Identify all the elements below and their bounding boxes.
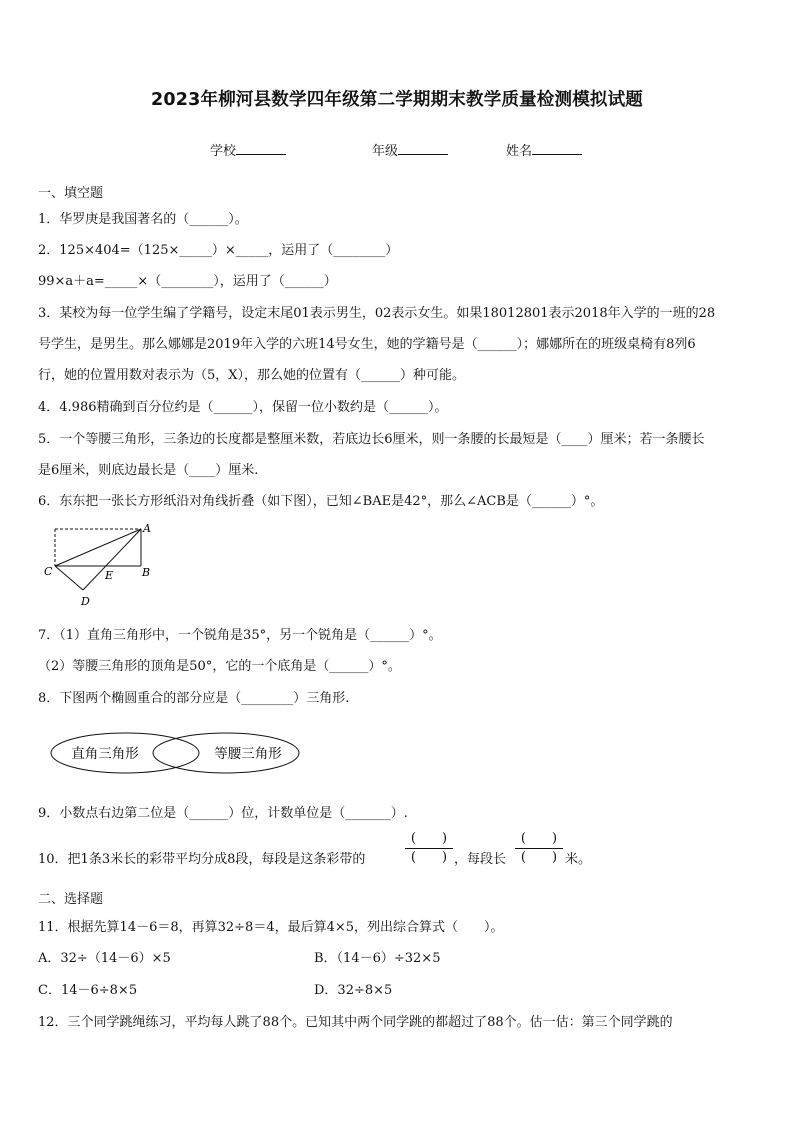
name-field	[506, 140, 582, 159]
fraction-2-numerator[interactable]: ( )	[520, 831, 558, 846]
fraction-1-numerator[interactable]: ( )	[410, 831, 448, 846]
point-c-label: C	[44, 565, 53, 578]
point-e-label: E	[105, 569, 114, 582]
school-blank[interactable]	[236, 140, 286, 155]
question-8: 8．下图两个椭圆重合的部分应是（________）三角形.	[38, 691, 350, 706]
fraction-2-denominator[interactable]: ( )	[520, 850, 558, 865]
name-blank[interactable]	[532, 140, 582, 155]
fold-diagram	[36, 518, 166, 610]
grade-blank[interactable]	[398, 140, 448, 155]
fraction-2[interactable]	[515, 831, 563, 866]
school-field	[210, 140, 286, 159]
question-1: 1．华罗庚是我国著名的（______）。	[38, 212, 248, 227]
venn-ellipses-diagram	[48, 728, 304, 778]
question-6: 6．东东把一张长方形纸沿对角线折叠（如下图），已知∠BAE是42°，那么∠ACB是（______）°。	[38, 494, 604, 509]
question-10-part1: 10．把1条3米长的彩带平均分成8段，每段是这条彩带的	[38, 852, 366, 867]
option-11-d[interactable]: D．32÷8×5	[314, 983, 393, 998]
question-2b: 99×a＋a=_____×（________），运用了（______）	[38, 274, 337, 289]
question-2a: 2．125×404=（125×_____）×_____，运用了（________）	[38, 243, 399, 258]
question-12: 12．三个同学跳绳练习，平均每人跳了88个。已知其中两个同学跳的都超过了88个。估一估：第三个同学跳的	[38, 1015, 673, 1030]
section-fill-blank: 一、填空题	[38, 186, 104, 201]
question-10-part2: ，每段长	[454, 852, 507, 867]
fraction-1[interactable]	[405, 831, 453, 866]
fraction-1-denominator[interactable]: ( )	[410, 850, 448, 865]
option-11-a[interactable]: A．32÷（14－6）×5	[38, 951, 171, 966]
point-b-label: B	[142, 566, 151, 579]
question-10-part3: 米。	[565, 852, 592, 867]
left-ellipse-label: 直角三角形	[71, 746, 139, 762]
fold-line-cd	[55, 566, 83, 590]
school-label: 学校	[210, 144, 237, 159]
name-label: 姓名	[506, 144, 533, 159]
fraction-2-bar	[515, 848, 563, 849]
page-title: 2023年柳河县数学四年级第二学期期末教学质量检测模拟试题	[150, 90, 643, 110]
question-7a: 7．（1）直角三角形中，一个锐角是35°，另一个锐角是（______）°。	[38, 628, 442, 643]
point-d-label: D	[81, 595, 90, 608]
question-5b: 是6厘米，则底边最长是（____）厘米.	[38, 463, 259, 478]
option-11-c[interactable]: C．14－6÷8×5	[38, 983, 138, 998]
grade-label: 年级	[372, 144, 399, 159]
question-3c: 行，她的位置用数对表示为（5，X），那么她的位置有（______）种可能。	[38, 368, 466, 383]
fraction-1-bar	[405, 848, 453, 849]
point-a-label: A	[143, 522, 151, 535]
section-multiple-choice: 二、选择题	[38, 892, 104, 907]
question-5a: 5．一个等腰三角形，三条边的长度都是整厘米数，若底边长6厘米，则一条腰的长最短是（____）厘米；若一条腰长	[38, 432, 705, 447]
question-3a: 3．某校为每一位学生编了学籍号，设定末尾01表示男生，02表示女生。如果18012801表示2018年入学的一班的28	[38, 306, 716, 321]
option-11-b[interactable]: B．（14－6）÷32×5	[314, 951, 441, 966]
question-9: 9．小数点右边第二位是（______）位，计数单位是（_______）.	[38, 806, 408, 821]
question-3b: 号学生，是男生。那么娜娜是2019年入学的六班14号女生，她的学籍号是（______）；娜娜所在的班级桌椅有8列6	[38, 337, 696, 352]
question-4: 4．4.986精确到百分位约是（______），保留一位小数约是（______）。	[38, 400, 448, 415]
grade-field	[372, 140, 448, 159]
question-7b: （2）等腰三角形的顶角是50°，它的一个底角是（______）°。	[38, 659, 401, 674]
question-11: 11．根据先算14－6＝8，再算32÷8＝4，最后算4×5，列出综合算式（ ）。	[38, 920, 504, 935]
right-ellipse-label: 等腰三角形	[214, 746, 282, 762]
fold-diagonal-ca	[55, 529, 141, 566]
